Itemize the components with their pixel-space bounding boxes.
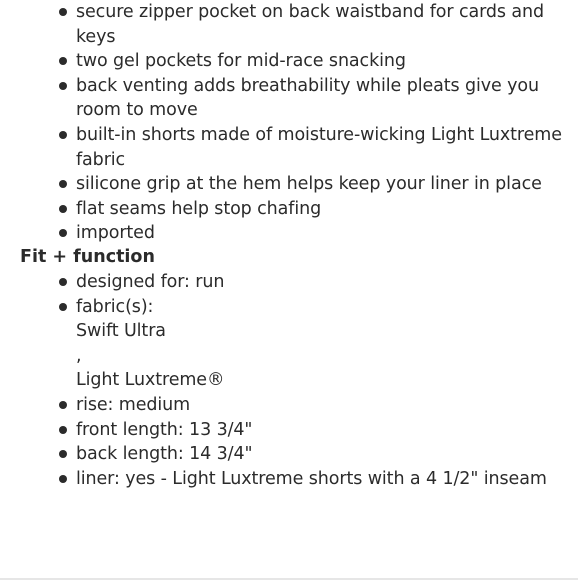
bullet-dot xyxy=(59,278,67,286)
feature-text: flat seams help stop chafing xyxy=(76,198,322,219)
list-item xyxy=(0,49,578,74)
list-item xyxy=(0,418,578,443)
fabric-name: Light Luxtreme® xyxy=(76,370,225,391)
feature-text: two gel pockets for mid-race snacking xyxy=(76,51,406,72)
bullet-dot xyxy=(59,401,67,409)
front-length-text: front length: 13 3/4" xyxy=(76,419,253,440)
list-item xyxy=(0,74,578,123)
bullet-dot xyxy=(59,426,67,434)
bullet-dot xyxy=(59,450,67,458)
back-length-text: back length: 14 3/4" xyxy=(76,444,253,465)
bullet-dot xyxy=(59,303,67,311)
bullet-dot xyxy=(59,131,67,139)
list-item xyxy=(0,467,578,492)
list-item xyxy=(0,197,578,222)
bullet-dot xyxy=(59,475,67,483)
fabrics-label: fabric(s): xyxy=(76,296,154,317)
list-item xyxy=(0,442,578,467)
bullet-dot xyxy=(59,57,67,65)
feature-text: secure zipper pocket on back waistband for cards and keys xyxy=(76,2,545,47)
bullet-dot xyxy=(59,229,67,237)
fabric-separator: , xyxy=(76,345,82,366)
bullet-dot xyxy=(59,205,67,213)
designed-for-text: designed for: run xyxy=(76,272,225,292)
feature-text: back venting adds breathability while pleats give you room to move xyxy=(76,75,540,121)
list-item xyxy=(0,123,578,172)
liner-text: liner: yes - Light Luxtreme shorts with a 4 1/2" inseam xyxy=(76,468,547,489)
bullet-dot xyxy=(59,8,67,16)
rise-text: rise: medium xyxy=(76,394,191,415)
fit-function-list xyxy=(0,270,578,491)
feature-text: built-in shorts made of moisture-wicking Light Luxtreme fabric xyxy=(76,124,562,170)
list-item xyxy=(0,295,578,393)
list-item xyxy=(0,172,578,197)
fabric-name: Swift Ultra xyxy=(76,321,166,342)
bullet-dot xyxy=(59,82,67,90)
list-item xyxy=(0,393,578,418)
list-item xyxy=(0,221,578,246)
features-list xyxy=(0,0,578,246)
feature-text: silicone grip at the hem helps keep your liner in place xyxy=(76,174,542,195)
list-item xyxy=(0,270,578,295)
bullet-dot xyxy=(59,180,67,188)
list-item xyxy=(0,0,578,49)
fit-function-heading: Fit + function xyxy=(20,247,155,267)
feature-text: imported xyxy=(76,223,155,244)
